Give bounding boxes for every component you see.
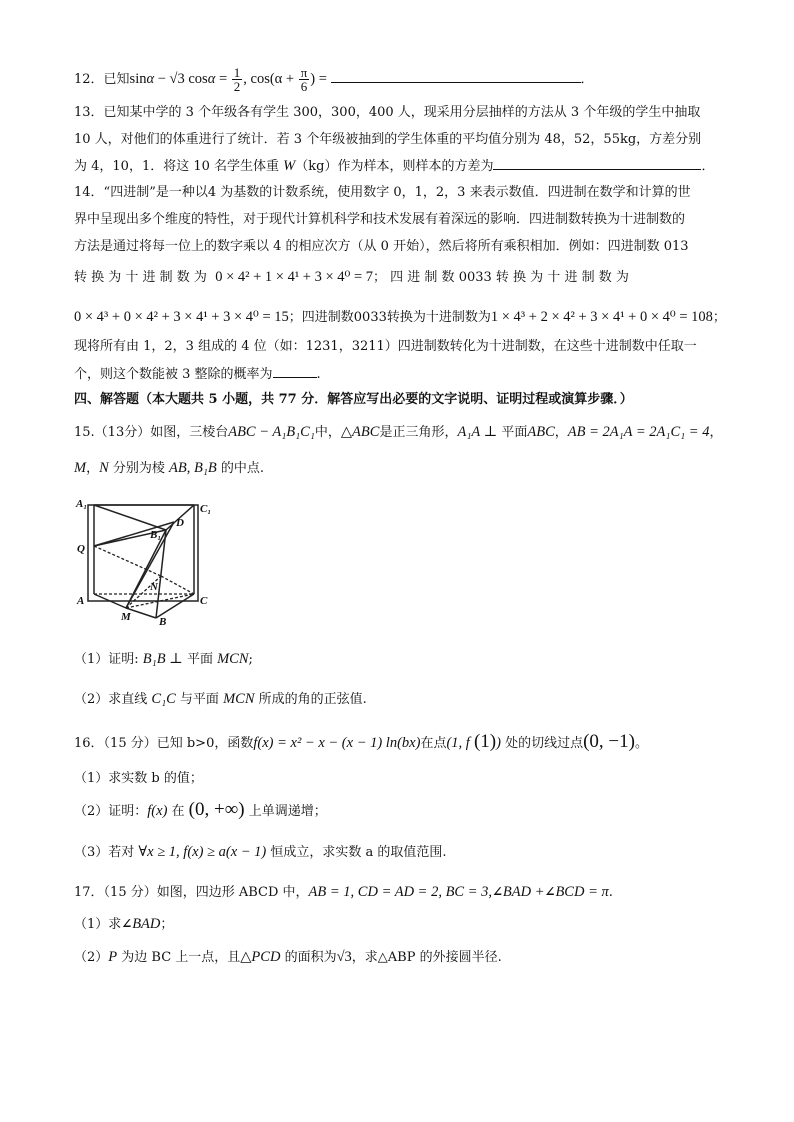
q12-eq: = <box>215 71 231 87</box>
q15-sub-2-text: （2）求直线 <box>74 692 152 707</box>
q12-minus-sqrt: − √ <box>154 71 178 87</box>
q14-example-2: 0 × 4³ + 0 × 4² + 3 × 4¹ + 3 × 4⁰ = 15 <box>74 309 289 325</box>
q12-pi-den: 6 <box>300 79 308 94</box>
q14-line-6: 现将所有由 1，2，3 组成的 4 位（如：1231，3211）四进制数转化为十进制数，在这些十进制数中任取一 <box>74 339 697 354</box>
q17-sub-2 <box>74 948 502 967</box>
q13-line-3-text: 为 4，10，1．将这 10 名学生体重 <box>74 159 284 174</box>
q15-text-a: 15.（13分）如图，三棱台 <box>74 425 229 440</box>
label-m: M <box>121 611 131 623</box>
q14-line-1: 14．“四进制”是一种以4 为基数的计数系统，使用数字 0，1，2，3 来表示数值．四进制在数学和计算的世 <box>74 185 691 200</box>
q13-line-2: 10 人，对他们的体重进行了统计．若 3 个年级被抽到的学生体重的平均值分别为 48，52，55kg，方差分别 <box>74 132 702 147</box>
q15-frustum: ABC − A₁B₁C₁ <box>228 424 315 440</box>
q15-plane: ABC <box>527 424 555 440</box>
q14-line-4-text-b: ； 四 进 制 数 0033 转 换 为 十 进 制 数 为 <box>373 270 629 285</box>
edge-b1-b <box>156 530 166 618</box>
q17-sub-1-end: ； <box>160 917 174 932</box>
q12-fraction-half <box>232 66 243 93</box>
q15-sub-2 <box>74 690 367 709</box>
q13-end: ． <box>701 159 715 174</box>
q15-text-c: 是正三角形， <box>379 425 458 440</box>
q14-line-7-text: 个，则这个数能被 3 整除的概率为 <box>74 367 273 382</box>
q12-pi-num: π <box>300 65 308 80</box>
q15-sep: ， <box>86 461 100 476</box>
q17-text-a: 17．（15 分）如图，四边形 ABCD 中， <box>74 885 309 900</box>
q16-text-b: b>0，函数 <box>186 736 254 751</box>
segment-n-c <box>161 576 194 594</box>
q15-sub-2-text-b: 与平面 <box>175 692 224 707</box>
q12-half-num: 1 <box>233 65 241 80</box>
q17-sub-2-text: （2） <box>74 950 109 965</box>
label-a1: A₁ <box>76 498 88 510</box>
q16-sub-2-text-b: 在 <box>167 804 189 819</box>
q15-line-1 <box>74 423 722 442</box>
q16-point-b: (1) <box>473 731 497 752</box>
q16-sub-1: （1）求实数 b 的值； <box>74 771 203 786</box>
q17-sub-2-text-c: 的面积为 <box>280 950 337 965</box>
q17-bad: BAD + <box>502 884 545 900</box>
q13-answer-blank <box>493 157 701 170</box>
q12-number: 12．已知 <box>74 72 130 87</box>
q16-sub-2-fx: f(x) <box>147 803 168 819</box>
q15-lengths: AB = 2A₁A = 2A₁C₁ = 4 <box>567 424 710 440</box>
q15-text-g: 分别为棱 <box>108 461 170 476</box>
q17-sub-2-triangle: △PCD <box>240 949 281 965</box>
q16-sub-2-end: 上单调递增； <box>244 804 327 819</box>
label-a: A <box>77 595 85 607</box>
q14-example-1: 0 × 4² + 1 × 4¹ + 3 × 4⁰ = 7 <box>215 269 374 285</box>
q12-half-den: 2 <box>233 79 241 94</box>
q15-triangle: △ABC <box>340 424 380 440</box>
q15-text-d: 平面 <box>497 425 528 440</box>
q16-sub-3-text: （3）若对 <box>74 845 139 860</box>
q15-text-h: 的中点. <box>216 461 265 476</box>
q17-angle-2: ∠ <box>544 885 556 900</box>
q16-function: f(x) = x² − x − (x − 1) ln(bx) <box>253 735 421 751</box>
q17-sub-1 <box>74 915 173 934</box>
q15-sub-1-end: ; <box>248 652 253 667</box>
q17-lengths: AB = 1, CD = AD = 2, BC = 3, <box>308 884 493 900</box>
q15-text-f: ， <box>709 425 723 440</box>
q17-sub-1-bad: BAD <box>132 916 161 932</box>
q17-bcd: BCD = π <box>555 884 609 900</box>
q16-sub-3 <box>74 843 447 862</box>
q16-end: 。 <box>634 736 648 751</box>
q12-line <box>74 62 594 96</box>
q12-alpha-2: α <box>207 71 216 87</box>
q16-pass-point: (0, −1) <box>583 731 635 752</box>
q15-sub-1-perp: B₁B ⊥ <box>142 651 183 667</box>
q14-example-3: 1 × 4³ + 2 × 4² + 3 × 4¹ + 0 × 4⁰ = 108 <box>490 309 713 325</box>
label-b: B <box>159 616 167 626</box>
q12-sin: sin <box>129 71 147 87</box>
q14-answer-blank <box>273 365 317 378</box>
q14-line-5-text: ；四进制数0033转换为十进制数为 <box>288 310 491 325</box>
q12-fraction-pi <box>299 66 310 93</box>
q17-line-1 <box>74 883 613 902</box>
q16-text-c: 在点 <box>420 736 447 751</box>
q13-line-1: 13．已知某中学的 3 个年级各有学生 300，300，400 人，现采用分层抽样的方法从 3 个年级的学生中抽取 <box>74 105 701 120</box>
q16-point-c: ) <box>496 735 501 751</box>
q17-angle-1: ∠ <box>492 885 503 900</box>
q15-sub-1 <box>74 650 253 669</box>
q15-text-e: ， <box>554 425 568 440</box>
q17-sub-2-end: ，求△ABP 的外接圆半径. <box>351 950 502 965</box>
q17-sub-2-text-b: 为边 BC 上一点，且 <box>117 950 241 965</box>
frustum-figure <box>74 496 214 626</box>
label-q: Q <box>77 543 85 555</box>
q14-line-4-text: 转 换 为 十 进 制 数 为 <box>74 270 207 285</box>
q17-sub-1-text: （1）求 <box>74 917 122 932</box>
q13-line-3 <box>74 157 714 176</box>
q15-perp: A₁A ⊥ <box>457 424 498 440</box>
edge-a1-b1 <box>94 505 166 530</box>
q12-three-cos: 3 cos <box>177 71 208 87</box>
q16-sub-2 <box>74 801 327 821</box>
q16-text-d: 处的切线过点 <box>500 736 584 751</box>
q14-line-4 <box>74 268 629 287</box>
label-n: N <box>150 581 158 593</box>
q15-sub-2-plane: MCN <box>223 691 255 707</box>
section-heading: 四、解答题（本大题共 5 小题，共 77 分．解答应写出必要的文字说明、证明过程或演算步骤．） <box>74 392 633 407</box>
q13-var-w: W <box>283 158 296 174</box>
segment-q-n <box>94 546 161 576</box>
q12-answer-blank <box>331 70 581 83</box>
q14-end: . <box>316 367 321 382</box>
label-c: C <box>200 595 208 607</box>
label-c1: C₁ <box>200 503 212 515</box>
label-b1: B₁ <box>150 529 162 541</box>
q14-line-3: 方法是通过将每一位上的数字乘以 4 的相应次方（从 0 开始），然后将所有乘积相加．例如：四进制数 013 <box>74 239 689 254</box>
q12-cos-open: , cos(α + <box>243 71 298 87</box>
q12-cos-close: ) = <box>310 71 331 87</box>
q12-end: ． <box>580 72 594 87</box>
q14-line-5-end: ； <box>712 310 726 325</box>
q16-text-a: 16．（15 分）已知 <box>74 736 187 751</box>
q14-line-5 <box>74 308 726 327</box>
q17-end: . <box>608 885 613 900</box>
q15-sub-2-line: C₁C <box>151 691 176 707</box>
q15-text-b: 中， <box>314 425 341 440</box>
q14-line-2: 界中呈现出多个维度的特性，对于现代计算机科学和技术发展有着深远的影响．四进制数转换为十进制数的 <box>74 212 686 227</box>
q16-sub-3-end: 恒成立，求实数 a 的取值范围. <box>266 845 447 860</box>
q15-n: N <box>99 460 109 476</box>
q15-sub-2-end: 所成的角的正弦值. <box>254 692 367 707</box>
q15-sub-1-text-b: 平面 <box>182 652 218 667</box>
q16-sub-2-text: （2）证明： <box>74 804 148 819</box>
q16-sub-3-condition: ∀x ≥ 1, f(x) ≥ a(x − 1) <box>138 844 267 860</box>
q15-edges: AB, B₁B <box>169 460 217 476</box>
q16-line-1 <box>74 733 648 753</box>
q14-line-7 <box>74 365 321 384</box>
q16-sub-2-interval: (0, +∞) <box>188 799 245 820</box>
q17-sub-2-p: P <box>108 949 118 965</box>
q17-sub-1-angle: ∠ <box>121 917 133 932</box>
q12-alpha: α <box>146 71 155 87</box>
q15-sub-1-text: （1）证明: <box>74 652 143 667</box>
q15-line-2 <box>74 459 264 478</box>
q16-point-a: (1, f <box>446 735 470 751</box>
q15-sub-1-plane: MCN <box>217 651 249 667</box>
label-d: D <box>176 517 184 529</box>
q13-line-3-text-b: （kg）作为样本，则样本的方差为 <box>295 159 494 174</box>
q17-sub-2-area: √3 <box>336 949 352 965</box>
q15-m: M <box>74 460 87 476</box>
